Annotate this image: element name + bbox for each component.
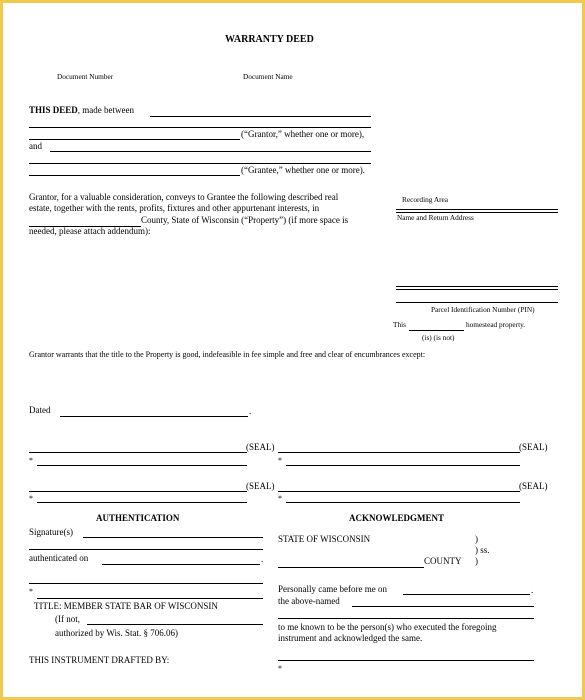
homestead-line[interactable] [409,330,464,331]
asterisk-1: * [29,456,33,465]
recording-divider-3 [396,286,558,287]
printed-name-line-3[interactable] [286,465,520,466]
known-line-1: to me known to be the person(s) who executed the foregoing [278,622,497,632]
conveyance-line-2: estate, together with the rents, profits, fixtures and other appurtenant interests, in [29,203,320,213]
document-title: WARRANTY DEED [225,34,314,45]
grantor-name-line-2[interactable] [29,127,371,128]
document-number-label: Document Number [57,72,114,81]
state-label: STATE OF WISCONSIN [278,534,371,544]
conveyance-line-3: County, State of Wisconsin (“Property”) (if more space is [141,215,349,225]
known-line-2: instrument and acknowledged the same. [278,633,423,643]
asterisk-5: * [29,587,33,596]
authentication-signature-line[interactable] [29,583,263,584]
signatures-line-2[interactable] [29,549,263,550]
authorized-by-label: authorized by Wis. Stat. § 706.06) [55,628,178,638]
acknowledgment-heading: ACKNOWLEDGMENT [349,513,445,523]
dated-period: . [249,406,252,416]
seal-label-2: (SEAL) [246,481,275,491]
county-name-line[interactable] [278,567,424,568]
signatures-line[interactable] [83,537,263,538]
recording-area-label: Recording Area [402,195,448,204]
asterisk-4: * [278,494,282,503]
pin-line[interactable] [396,302,558,303]
is-not-label: (is) (is not) [422,333,455,342]
grantee-name-line-3[interactable] [29,175,240,176]
recording-divider-1 [396,209,558,210]
printed-name-line-4[interactable] [286,502,520,503]
drafted-by-label: THIS INSTRUMENT DRAFTED BY: [29,655,170,665]
signature-line-2[interactable] [29,491,247,492]
ss-label: ) ss. [475,545,490,555]
name-return-label: Name and Return Address [397,213,474,222]
printed-name-line-2[interactable] [37,502,247,503]
homestead-label: homestead property. [466,320,526,329]
paren-1: ) [475,534,478,544]
document-name-label: Document Name [243,72,293,81]
asterisk-2: * [29,494,33,503]
above-named-label: the above-named [278,596,340,606]
conveyance-line-4: needed, please attach addendum): [29,226,151,236]
signature-line-1[interactable] [29,452,247,453]
grantee-name-line-2[interactable] [29,163,371,164]
recording-divider-4 [396,289,558,290]
this-deed-text: THIS DEED, made between [29,105,135,115]
authenticated-on-label: authenticated on [29,553,89,563]
personally-period: . [531,585,534,595]
warranty-deed-page [3,3,582,697]
grantor-name-line-1[interactable] [150,116,371,117]
this-label: This [393,320,406,329]
authentication-heading: AUTHENTICATION [96,513,180,523]
notary-signature-line[interactable] [278,660,534,661]
grantee-name-line-1[interactable] [50,151,371,152]
authentication-name-line[interactable] [37,598,263,599]
dated-line[interactable] [60,416,248,417]
warranty-text: Grantor warrants that the title to the Property is good, indefeasible in fee simple and free and clear of encumbrances except: [29,350,426,359]
conveyance-line-1: Grantor, for a valuable consideration, conveys to Grantee the following described real [29,192,339,202]
if-not-line[interactable] [87,624,263,625]
title-line: TITLE: MEMBER STATE BAR OF WISCONSIN [34,601,218,611]
asterisk-6: * [278,664,282,673]
seal-label-3: (SEAL) [519,442,548,452]
pin-label: Parcel Identification Number (PIN) [431,305,535,314]
personally-date-line[interactable] [403,594,530,595]
if-not-label: (If not, [55,614,80,624]
personally-label: Personally came before me on [278,584,387,594]
dated-label: Dated [29,405,51,415]
authenticated-on-line[interactable] [102,564,260,565]
printed-name-line-1[interactable] [37,465,247,466]
signatures-label: Signature(s) [29,527,73,537]
grantor-suffix: (“Grantor,” whether one or more), [241,129,365,139]
county-label: COUNTY [424,556,462,566]
grantee-suffix: (“Grantee,” whether one or more). [241,165,365,175]
seal-label-1: (SEAL) [246,442,275,452]
and-label: and [29,141,42,151]
above-named-line[interactable] [352,606,534,607]
above-named-line-2[interactable] [278,618,534,619]
authenticated-on-period: . [261,554,264,564]
signature-line-4[interactable] [278,491,520,492]
paren-3: ) [475,556,478,566]
signature-line-3[interactable] [278,452,520,453]
asterisk-3: * [278,456,282,465]
seal-label-4: (SEAL) [519,481,548,491]
grantor-name-line-3[interactable] [29,139,240,140]
